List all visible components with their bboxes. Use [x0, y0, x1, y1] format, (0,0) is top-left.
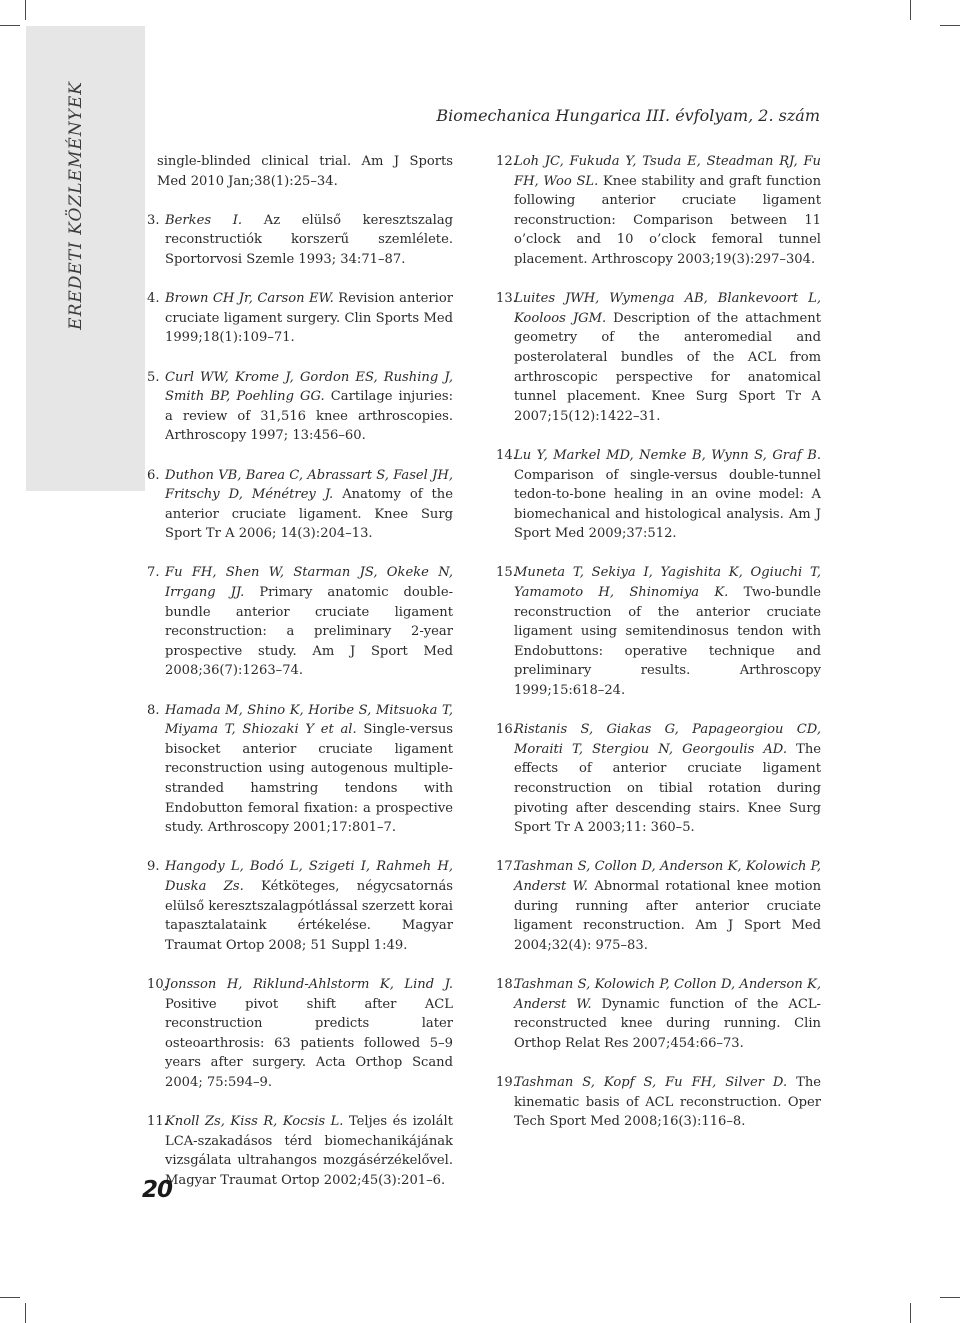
reference-item [147, 289, 453, 348]
reference-column-left [147, 152, 453, 1210]
section-label [56, 80, 96, 330]
reference-number: 5. [147, 369, 160, 385]
reference-text: Kétköteges, négycsatornás elülső keresztszalagpótlással szerzett korai tapasztalataink értékelése. Magyar Traumat Ortop 2008; 51 Suppl 1:49. [165, 878, 453, 953]
reference-text: Revision anterior cruciate ligament surgery. Clin Sports Med 1999;18(1):109–71. [165, 291, 453, 346]
reference-authors: Hangody L, Bodó L, Szigeti I, Rahmeh H, Duska Zs. [165, 859, 453, 894]
section-label-text: EREDETI KÖZLEMÉNYEK [66, 80, 86, 330]
crop-mark [0, 25, 20, 26]
reference-item [496, 152, 821, 270]
reference-number: 4. [147, 291, 160, 307]
reference-authors: Loh JC, Fukuda Y, Tsuda E, Steadman RJ, Fu FH, Woo SL. [514, 154, 821, 189]
reference-item [496, 975, 821, 1053]
reference-text: Positive pivot shift after ACL reconstruction predicts later osteoarthrosis: 63 patients followed 5–9 years after surgery. Acta Orthop Scand 2004; 75:594–9. [165, 996, 453, 1090]
reference-authors: Jonsson H, Riklund-Ahlstorm K, Lind J. [165, 976, 453, 992]
reference-number: 14. [496, 447, 517, 463]
reference-item [496, 720, 821, 838]
reference-authors: Muneta T, Sekiya I, Yagishita K, Ogiuchi T, Yamamoto H, Shinomiya K. [514, 565, 821, 601]
reference-text: Description of the attachment geometry of the anteromedial and posterolateral bundles of the ACL from arthroscopic perspective for anatomical tunnel placement. Knee Surg Sport Tr A 2007;15(12):1422–31. [514, 310, 821, 424]
reference-authors: Fu FH, Shen W, Starman JS, Okeke N, Irrgang JJ. [165, 565, 453, 601]
reference-number: 16. [496, 722, 517, 738]
reference-number: 13. [496, 291, 517, 307]
reference-item [147, 975, 453, 1093]
reference-text: Comparison of single-versus double-tunnel tedon-to-bone healing in an ovine model: A biomechanical and histological analysis. Am J Sport Med 2009;37:512. [514, 467, 821, 542]
crop-mark [940, 1297, 960, 1298]
crop-mark [910, 1303, 911, 1323]
reference-column-right [496, 152, 821, 1151]
reference-authors: Lu Y, Markel MD, Nemke B, Wynn S, Graf B. [514, 447, 821, 463]
reference-item [147, 211, 453, 270]
reference-number: 11. [147, 1114, 168, 1130]
reference-item [496, 563, 821, 700]
reference-text: Single-versus bisocket anterior cruciate ligament reconstruction using autogenous multiple-stranded hamstring tendons with Endobutton femoral fixation: a prospective study. Arthroscopy 2001;17:801–7. [165, 722, 453, 836]
reference-number: 10. [147, 976, 168, 992]
reference-number: 3. [147, 212, 160, 228]
reference-number: 19. [496, 1074, 517, 1090]
reference-number: 9. [147, 859, 160, 875]
reference-number: 17. [496, 859, 517, 875]
crop-mark [0, 1297, 20, 1298]
reference-item [496, 1073, 821, 1132]
reference-authors: Luites JWH, Wymenga AB, Blankevoort L, Kooloos JGM. [514, 291, 821, 326]
reference-authors: Curl WW, Krome J, Gordon ES, Rushing J, Smith BP, Poehling GG. [165, 369, 453, 405]
reference-text: The effects of anterior cruciate ligament reconstruction on tibial rotation during pivoting after descending stairs. Knee Surg Sport Tr A 2003;11: 360–5. [514, 741, 821, 836]
reference-authors: Tashman S, Kopf S, Fu FH, Silver D. [514, 1074, 788, 1090]
reference-text: Az elülső keresztszalag reconstructiók korszerű szemlélete. Sportorvosi Szemle 1993; 34:71–87. [165, 212, 454, 267]
reference-authors: Tashman S, Collon D, Anderson K, Kolowich P, Anderst W. [514, 859, 821, 894]
reference-number: 8. [147, 702, 160, 718]
reference-item [147, 466, 453, 544]
reference-item [147, 563, 453, 681]
reference-item [147, 152, 453, 191]
page-number: 20 [142, 1177, 173, 1203]
reference-authors: Duthon VB, Barea C, Abrassart S, Fasel JH, Fritschy D, Ménétrey J. [165, 467, 453, 503]
reference-text: The kinematic basis of ACL reconstruction. Oper Tech Sport Med 2008;16(3):116–8. [514, 1074, 822, 1130]
reference-text: Primary anatomic double-bundle anterior cruciate ligament reconstruction: a preliminary 2-year prospective study. Am J Sport Med 2008;36(7):1263–74. [165, 585, 453, 679]
reference-item [496, 289, 821, 426]
reference-authors: Knoll Zs, Kiss R, Kocsis L. [165, 1114, 344, 1130]
crop-mark [25, 1303, 26, 1323]
reference-authors: Tashman S, Kolowich P, Collon D, Anderson K, Anderst W. [514, 976, 821, 1012]
reference-number: 12. [496, 154, 517, 169]
reference-text: Abnormal rotational knee motion during running after anterior cruciate ligament reconstruction. Am J Sport Med 2004;32(4): 975–83. [514, 878, 821, 953]
reference-text: Knee stability and graft function following anterior cruciate ligament reconstruction: Comparison between 11 o’clock and 10 o’clock femoral tunnel placement. Arthroscopy 2003;19(3):297–304. [514, 173, 821, 267]
crop-mark [940, 25, 960, 26]
reference-text: Cartilage injuries: a review of 31,516 knee arthroscopies. Arthroscopy 1997; 13:456–60. [165, 389, 453, 444]
reference-item [147, 701, 453, 838]
reference-authors: Berkes I. [165, 212, 243, 228]
reference-number: 7. [147, 565, 160, 581]
reference-authors: Brown CH Jr, Carson EW. [165, 291, 334, 307]
reference-text: single-blinded clinical trial. Am J Sports Med 2010 Jan;38(1):25–34. [157, 154, 453, 189]
reference-authors: Hamada M, Shino K, Horibe S, Mitsuoka T, Miyama T, Shiozaki Y et al. [165, 702, 453, 738]
running-head: Biomechanica Hungarica III. évfolyam, 2. szám [436, 106, 820, 125]
reference-item [147, 857, 453, 955]
reference-text: Two-bundle reconstruction of the anterior cruciate ligament using semitendinosus tendon with Endobuttons: operative technique and preliminary results. Arthroscopy 1999;15:618–24. [514, 585, 822, 699]
reference-number: 18. [496, 976, 517, 992]
reference-authors: Ristanis S, Giakas G, Papageorgiou CD, Moraiti T, Stergiou N, Georgoulis AD. [514, 722, 821, 757]
reference-text: Anatomy of the anterior cruciate ligament. Knee Surg Sport Tr A 2006; 14(3):204–13. [165, 487, 453, 542]
reference-item [147, 368, 453, 446]
crop-mark [910, 0, 911, 20]
reference-number: 15. [496, 565, 517, 581]
crop-mark [25, 0, 26, 20]
reference-item [147, 1112, 453, 1190]
reference-item [496, 857, 821, 955]
reference-item [496, 446, 821, 544]
reference-text: Teljes és izolált LCA-szakadásos térd biomechanikájának vizsgálata ultrahangos mozgásérzékelővel. Magyar Traumat Ortop 2002;45(3):201–6. [165, 1114, 453, 1188]
reference-text: Dynamic function of the ACL-reconstructed knee during running. Clin Orthop Relat Res 2007;454:66–73. [514, 996, 821, 1051]
reference-number: 6. [147, 467, 160, 483]
